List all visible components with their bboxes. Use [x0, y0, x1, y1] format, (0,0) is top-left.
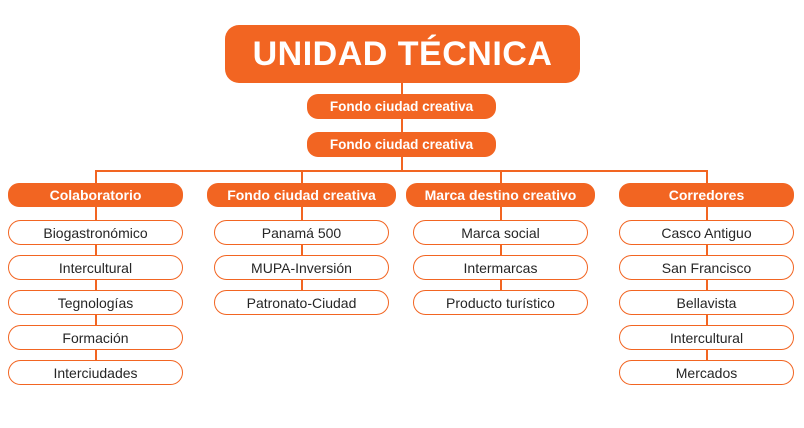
root-label: UNIDAD TÉCNICA [252, 34, 553, 73]
branch-header-label-3: Marca destino creativo [424, 187, 577, 203]
connector-branch-2-seg-1 [301, 245, 303, 255]
connector-bus-to-branch-3 [500, 170, 502, 183]
subroot-label-2: Fondo ciudad creativa [329, 137, 474, 152]
connector-branch-4-seg-4 [706, 350, 708, 360]
leaf-node [8, 255, 183, 280]
connector-bus-to-branch-1 [95, 170, 97, 183]
connector-branch-3-seg-2 [500, 280, 502, 290]
connector-branch-2-seg-2 [301, 280, 303, 290]
connector-branch-1-spine [95, 207, 97, 221]
leaf-node [8, 220, 183, 245]
root-node [225, 25, 580, 83]
leaf-label: Mercados [675, 364, 738, 381]
leaf-node [619, 255, 794, 280]
leaf-node [413, 220, 588, 245]
leaf-node [619, 360, 794, 385]
connector-branch-2-spine [301, 207, 303, 221]
leaf-node [8, 325, 183, 350]
branch-header-1 [8, 183, 183, 207]
leaf-node [8, 290, 183, 315]
leaf-label: Tegnologías [57, 294, 134, 311]
leaf-label: Producto turístico [446, 294, 555, 311]
leaf-node [214, 255, 389, 280]
connector-branch-4-spine [706, 207, 708, 221]
branch-header-label-1: Colaboratorio [49, 187, 142, 203]
leaf-label: Intercultural [669, 329, 744, 346]
leaf-node [214, 290, 389, 315]
leaf-node [619, 220, 794, 245]
connector-branch-1-seg-1 [95, 245, 97, 255]
connector-branch-1-seg-2 [95, 280, 97, 290]
leaf-label: Bellavista [676, 294, 737, 311]
leaf-node [619, 290, 794, 315]
connector-sub2-to-bus [401, 157, 403, 170]
connector-branch-1-seg-3 [95, 315, 97, 325]
branch-header-label-2: Fondo ciudad creativa [227, 187, 376, 203]
connector-branch-1-seg-4 [95, 350, 97, 360]
connector-branch-4-seg-1 [706, 245, 708, 255]
leaf-label: Formación [62, 329, 129, 346]
leaf-node [413, 290, 588, 315]
leaf-node [619, 325, 794, 350]
leaf-node [413, 255, 588, 280]
branch-header-4 [619, 183, 794, 207]
connector-branch-4-seg-2 [706, 280, 708, 290]
leaf-label: MUPA-Inversión [251, 259, 352, 276]
leaf-label: Intermarcas [463, 259, 538, 276]
leaf-node [214, 220, 389, 245]
leaf-label: Interciudades [53, 364, 138, 381]
connector-branch-3-seg-1 [500, 245, 502, 255]
subroot-node-2 [307, 132, 496, 157]
subroot-node-1 [307, 94, 496, 119]
leaf-label: Casco Antiguo [661, 224, 752, 241]
branch-header-label-4: Corredores [668, 187, 745, 203]
leaf-label: Patronato-Ciudad [246, 294, 357, 311]
branch-header-3 [406, 183, 595, 207]
connector-sub1-to-sub2 [401, 119, 403, 132]
connector-branch-4-seg-3 [706, 315, 708, 325]
leaf-label: Panamá 500 [261, 224, 342, 241]
connector-bus-to-branch-2 [301, 170, 303, 183]
connector-branch-3-spine [500, 207, 502, 221]
connector-bus [96, 170, 707, 172]
leaf-label: Biogastronómico [43, 224, 148, 241]
subroot-label-1: Fondo ciudad creativa [329, 99, 474, 114]
leaf-node [8, 360, 183, 385]
leaf-label: Marca social [461, 224, 540, 241]
connector-root-to-sub1 [401, 83, 403, 94]
leaf-label: San Francisco [661, 259, 752, 276]
branch-header-2 [207, 183, 396, 207]
connector-bus-to-branch-4 [706, 170, 708, 183]
leaf-label: Intercultural [58, 259, 133, 276]
